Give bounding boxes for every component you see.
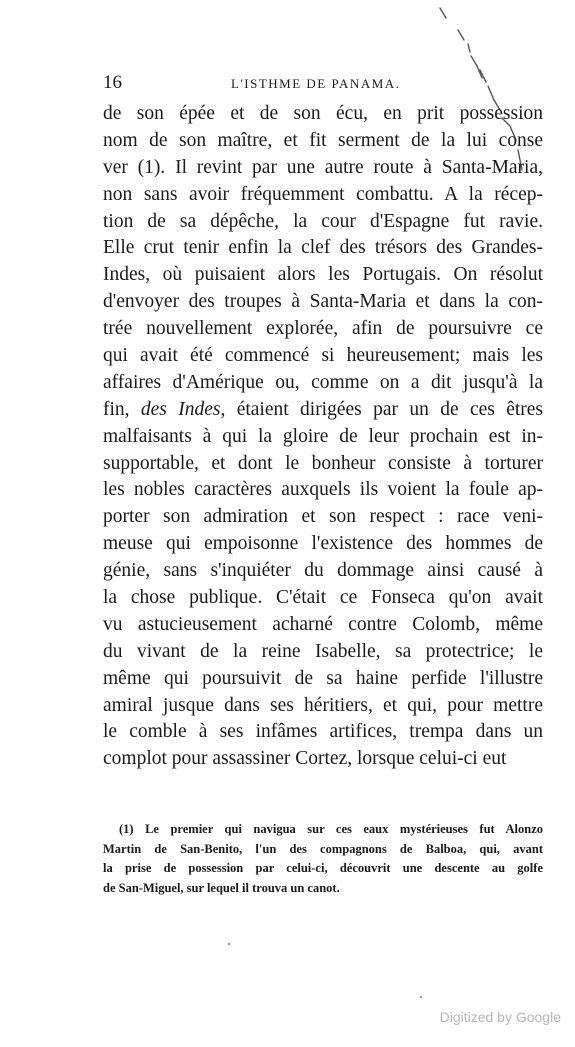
text-line: porter son admiration et son respect : race veni- [103,506,543,528]
text-line: même qui poursuivit de sa haine perfide l'illustre [103,667,543,689]
page-number: 16 [103,72,122,93]
text-line: trée nouvellement explorée, afin de poursuivre ce [103,318,543,340]
text-line: d'envoyer des troupes à Santa-Maria et dans la con- [103,291,543,313]
footnote-line: (1) Le premier qui navigua sur ces eaux mystérieuses fut Alonzo [119,822,543,836]
watermark: Digitized by Google [439,1009,561,1025]
footnote-line: la prise de possession par celui-ci, découvrit une descente au golfe [103,861,543,876]
text-line: les nobles caractères auxquels ils voient la foule ap- [103,479,543,501]
italic-phrase: des Indes [140,398,221,420]
text-line: nom de son maître, et fit serment de la lui conse [103,129,543,151]
text-line-with-italic [103,397,543,424]
text-line: la chose publique. C'était ce Fonseca qu'on avait [103,587,543,609]
footnote [103,820,543,898]
page-header [103,72,543,96]
text-line: génie, sans s'inquiéter du dommage ainsi causé à [103,560,543,582]
running-title: L'ISTHME DE PANAMA. [231,76,401,91]
ink-speck [420,996,422,998]
line-12-after: , étaient dirigées par un de ces êtres [220,398,543,420]
text-line: qui avait été commencé si heureusement; mais les [103,345,543,367]
text-line: meuse qui empoisonne l'existence des hommes de [103,533,543,555]
text-line: non sans avoir fréquemment combattu. A la récep- [103,183,543,205]
text-line: supportable, et dont le bonheur consiste à torturer [103,452,543,474]
text-line: vu astucieusement acharné contre Colomb, même [103,613,543,635]
body-text [103,101,543,773]
text-line: malfaisants à qui la gloire de leur prochain est in- [103,425,543,447]
text-line: le comble à ses infâmes artifices, trempa dans un [103,721,543,743]
text-line: de son épée et de son écu, en prit possession [103,103,543,124]
text-line: amiral jusque dans ses héritiers, et qui, pour mettre [103,694,543,716]
text-line: tion de sa dépêche, la cour d'Espagne fut ravie. [103,210,543,232]
text-line: du vivant de la reine Isabelle, sa protectrice; le [103,640,543,662]
line-12-before: fin, [103,398,141,420]
text-line-last: complot pour assassiner Cortez, lorsque celui-ci eut [103,748,507,770]
text-line: ver (1). Il revint par une autre route à Santa-Maria, [103,156,543,178]
text-line: Indes, où puisaient alors les Portugais. On résolut [103,264,543,286]
footnote-line: de San-Miguel, sur lequel il trouva un canot. [103,880,340,895]
text-line: Elle crut tenir enfin la clef des trésors des Grandes- [103,237,543,259]
ink-speck [228,943,230,945]
text-line: affaires d'Amérique ou, comme on a dit jusqu'à la [103,371,543,393]
footnote-line: Martin de San-Benito, l'un des compagnons de Balboa, qui, avant [103,841,543,856]
